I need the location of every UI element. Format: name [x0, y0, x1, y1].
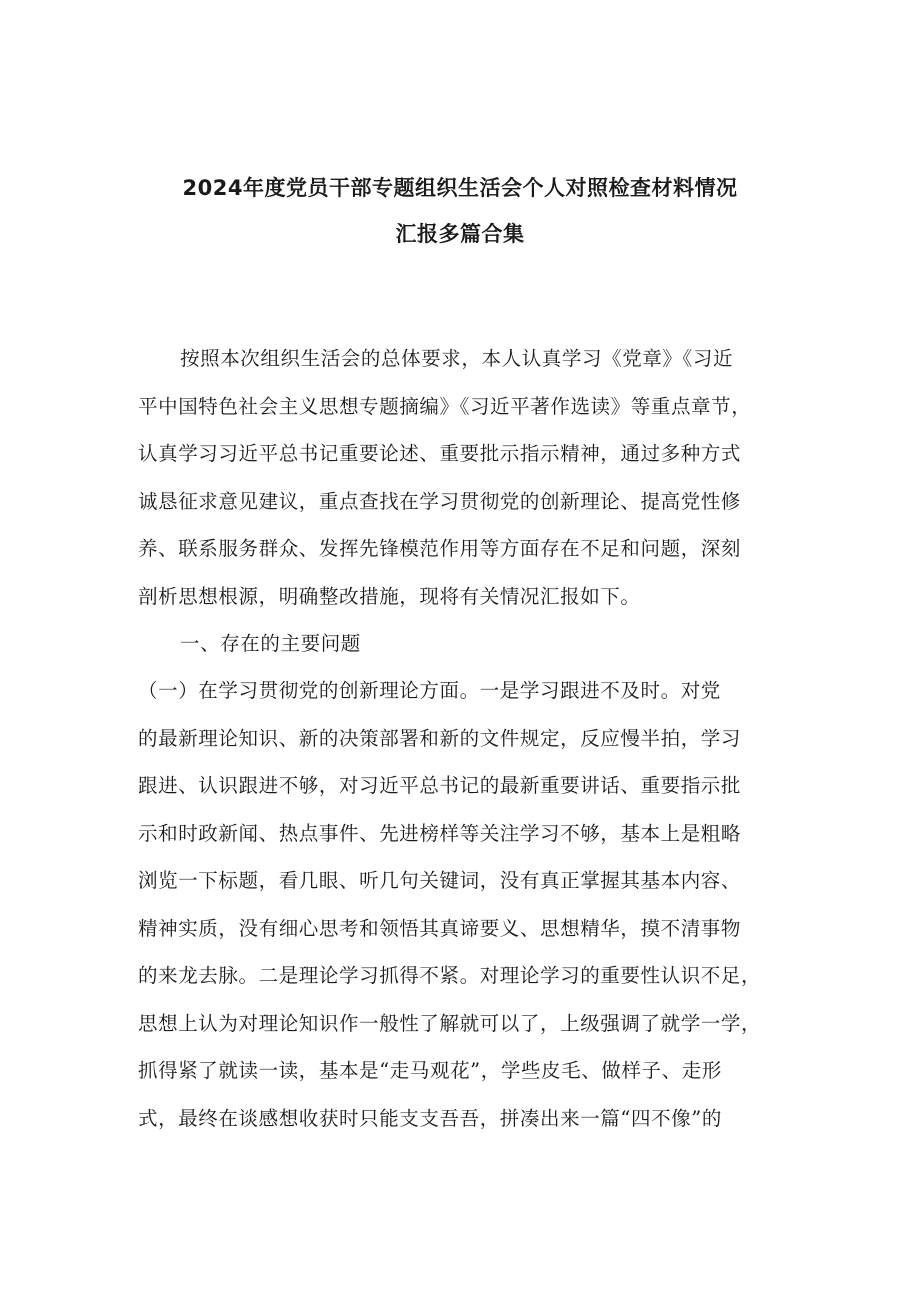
text-line: 浏览一下标题，看几眼、听几句关键词，没有真正掌握其基本内容、 — [138, 869, 742, 892]
document-title-line-1: 2024年度党员干部专题组织生活会个人对照检查材料情况 — [182, 176, 738, 200]
section-heading-text: 一、存在的主要问题 — [180, 632, 361, 655]
text-line: 式，最终在谈感想收获时只能支支吾吾，拼凑出来一篇“四不像”的 — [138, 1106, 722, 1130]
text-line: 示和时政新闻、热点事件、先进榜样等关注学习不够，基本上是粗略 — [138, 821, 742, 845]
text-line: （一）在学习贯彻党的创新理论方面。一是学习跟进不及时。对党 — [138, 679, 721, 702]
intro-paragraph — [138, 335, 788, 620]
text-line: 剖析思想根源，明确整改措施，现将有关情况汇报如下。 — [138, 584, 641, 608]
text-line: 平中国特色社会主义思想专题摘编》《习近平著作选读》等重点章节， — [138, 394, 752, 418]
text-line: 诚恳征求意见建议，重点查找在学习贯彻党的创新理论、提高党性修 — [138, 489, 742, 513]
text-line: 养、联系服务群众、发挥先锋模范作用等方面存在不足和问题，深刻 — [138, 537, 742, 560]
text-line: 的最新理论知识、新的决策部署和新的文件规定，反应慢半拍，学习 — [138, 726, 742, 750]
section-heading — [138, 620, 788, 668]
text-line: 思想上认为对理论知识作一般性了解就可以了，上级强调了就学一学， — [138, 1011, 762, 1035]
text-line: 的来龙去脉。二是理论学习抓得不紧。对理论学习的重要性认识不足， — [138, 964, 762, 987]
text-line: 按照本次组织生活会的总体要求，本人认真学习《党章》《习近 — [180, 347, 734, 370]
text-line: 跟进、认识跟进不够，对习近平总书记的最新重要讲话、重要指示批 — [138, 774, 742, 797]
document-title-line-2: 汇报多篇合集 — [395, 222, 525, 246]
text-line: 认真学习习近平总书记重要论述、重要批示指示精神，通过多种方式 — [138, 442, 742, 465]
text-line: 抓得紧了就读一读，基本是“走马观花”，学些皮毛、做样子、走形 — [138, 1059, 722, 1082]
text-line: 精神实质，没有细心思考和领悟其真谛要义、思想精华，摸不清事物 — [138, 916, 742, 940]
section-1-paragraph — [138, 667, 788, 1142]
